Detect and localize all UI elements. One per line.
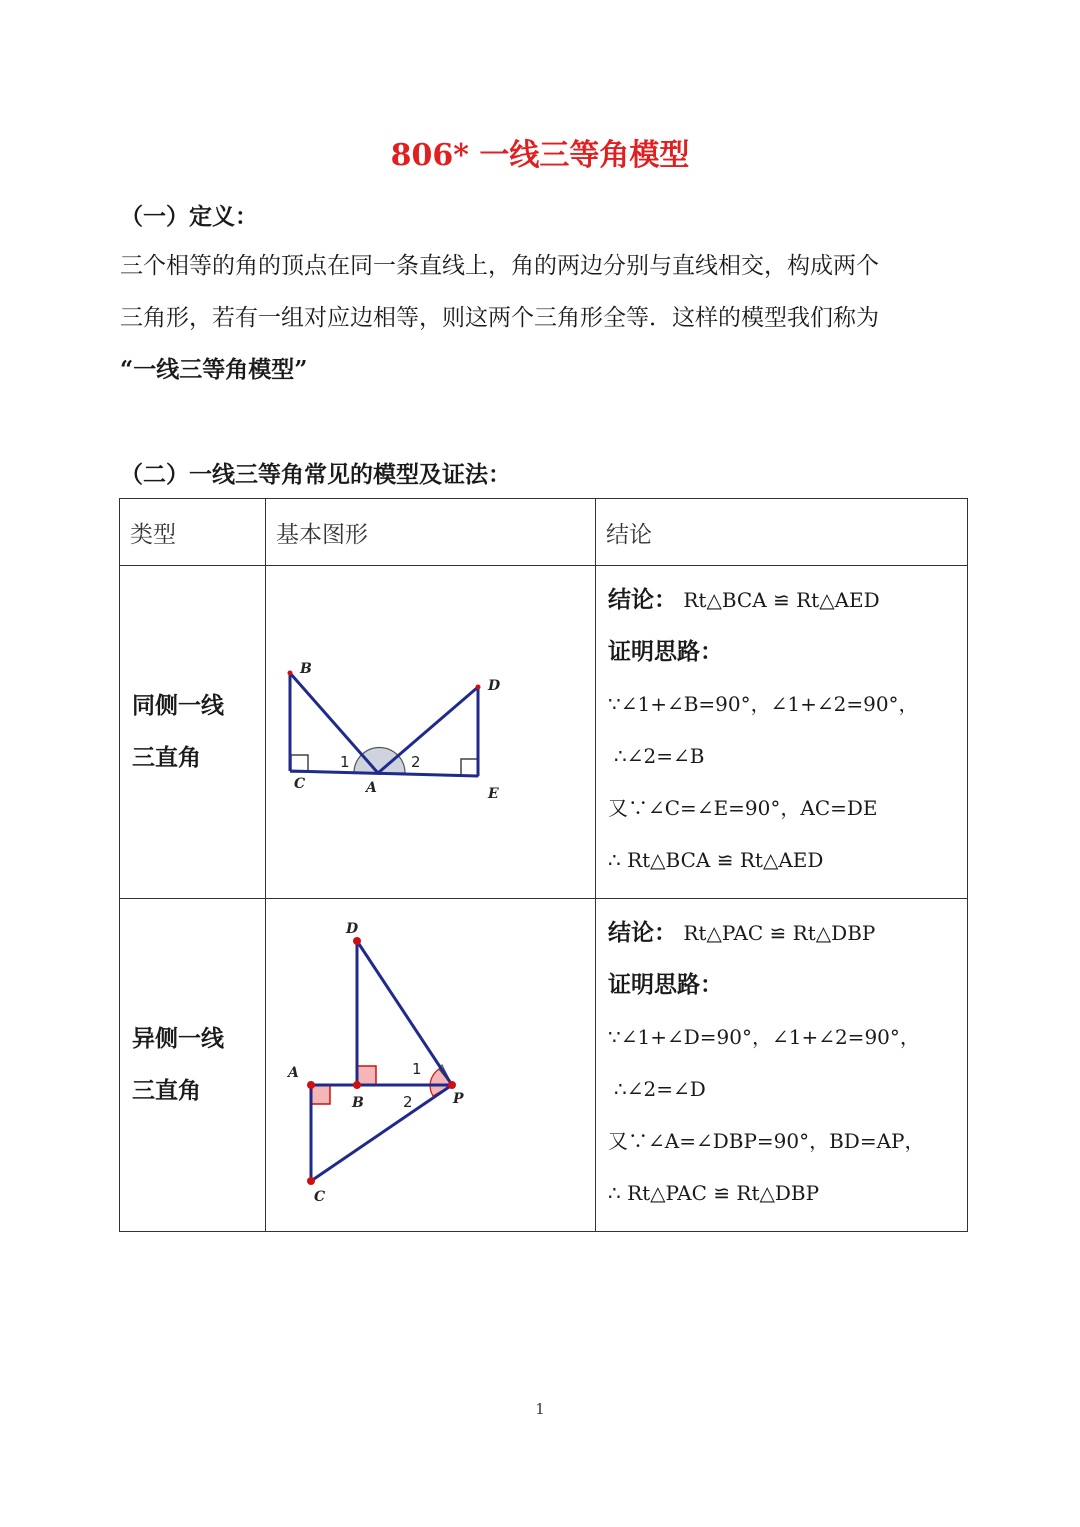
type-label: 三直角	[132, 744, 201, 771]
segment-ad	[378, 687, 478, 773]
proof-step: ∴ Rt△PAC ≌ Rt△DBP	[608, 1181, 820, 1205]
proof-label: 证明思路：	[608, 638, 723, 665]
conclusion-label: 结论：	[608, 586, 677, 613]
conclusion-text: Rt△PAC ≌ Rt△DBP	[683, 921, 876, 945]
header-figure: 基本图形	[266, 499, 596, 566]
proof-step: ∴ Rt△BCA ≌ Rt△AED	[608, 848, 824, 872]
point-label: D	[488, 678, 501, 694]
conclusion-line	[608, 574, 967, 626]
angle-label: 2	[403, 1093, 413, 1111]
figure-cell	[266, 899, 596, 1232]
definition-line: 三角形，若有一组对应边相等，则这两个三角形全等．这样的模型我们称为	[120, 305, 879, 331]
segment-cp	[311, 1085, 452, 1181]
point	[353, 937, 361, 945]
proof-step: ∴∠2=∠D	[614, 1077, 706, 1101]
segment-ba	[290, 673, 378, 773]
point-label: D	[346, 921, 359, 937]
proof-label: 证明思路：	[608, 971, 723, 998]
angle-label: 1	[340, 753, 350, 771]
point	[353, 1081, 361, 1089]
table-header-row	[120, 499, 968, 566]
page-number: 1	[535, 1400, 545, 1418]
table-row	[120, 566, 968, 899]
conclusion-line	[608, 907, 967, 959]
point-label: A	[366, 780, 377, 796]
point-label: C	[314, 1189, 326, 1205]
section-heading-definition: （一）定义：	[120, 203, 258, 230]
type-label: 同侧一线	[132, 692, 224, 719]
type-label: 异侧一线	[132, 1025, 224, 1052]
proof-step: 又∵∠A=∠DBP=90°，BD=AP，	[608, 1129, 925, 1153]
type-cell	[120, 899, 266, 1232]
conclusion-cell	[596, 899, 968, 1232]
point	[307, 1177, 315, 1185]
definition-line: 三个相等的角的顶点在同一条直线上，角的两边分别与直线相交，构成两个	[120, 253, 879, 279]
opposite-side-figure	[266, 899, 596, 1223]
point	[288, 671, 293, 676]
point-label: A	[288, 1065, 299, 1081]
proof-step: ∵∠1+∠B=90°，∠1+∠2=90°，	[608, 692, 919, 716]
segment-dp	[357, 941, 452, 1085]
point	[307, 1081, 315, 1089]
angle-label: 2	[411, 753, 421, 771]
proof-step: ∴∠2=∠B	[614, 744, 705, 768]
point	[448, 1081, 456, 1089]
conclusion-cell	[596, 566, 968, 899]
table-row	[120, 899, 968, 1232]
figure-cell	[266, 566, 596, 899]
page-title: 806* 一线三等角模型	[390, 138, 690, 173]
definition-paragraph	[120, 240, 970, 396]
conclusion-label: 结论：	[608, 919, 677, 946]
right-angle-mark	[461, 759, 478, 776]
right-angle-mark	[357, 1066, 376, 1085]
type-label: 三直角	[132, 1077, 201, 1104]
proof-step: ∵∠1+∠D=90°，∠1+∠2=90°，	[608, 1025, 920, 1049]
angle-label: 1	[412, 1060, 422, 1078]
right-angle-mark	[311, 1085, 330, 1104]
point-label: B	[300, 661, 312, 677]
type-cell	[120, 566, 266, 899]
definition-line: “一线三等角模型”	[120, 356, 308, 383]
conclusion-text: Rt△BCA ≌ Rt△AED	[683, 588, 880, 612]
point-label: B	[352, 1095, 364, 1111]
angle-arc	[354, 748, 405, 774]
section-heading-models: （二）一线三等角常见的模型及证法：	[120, 461, 511, 488]
point-label: E	[488, 786, 499, 802]
right-angle-mark	[291, 755, 308, 772]
point-label: C	[294, 776, 306, 792]
proof-step: 又∵∠C=∠E=90°，AC=DE	[608, 796, 878, 820]
model-table	[119, 498, 968, 1232]
header-conclusion: 结论	[596, 499, 968, 566]
header-type: 类型	[120, 499, 266, 566]
point	[476, 685, 481, 690]
point-label: P	[453, 1091, 464, 1107]
same-side-figure	[266, 566, 596, 890]
